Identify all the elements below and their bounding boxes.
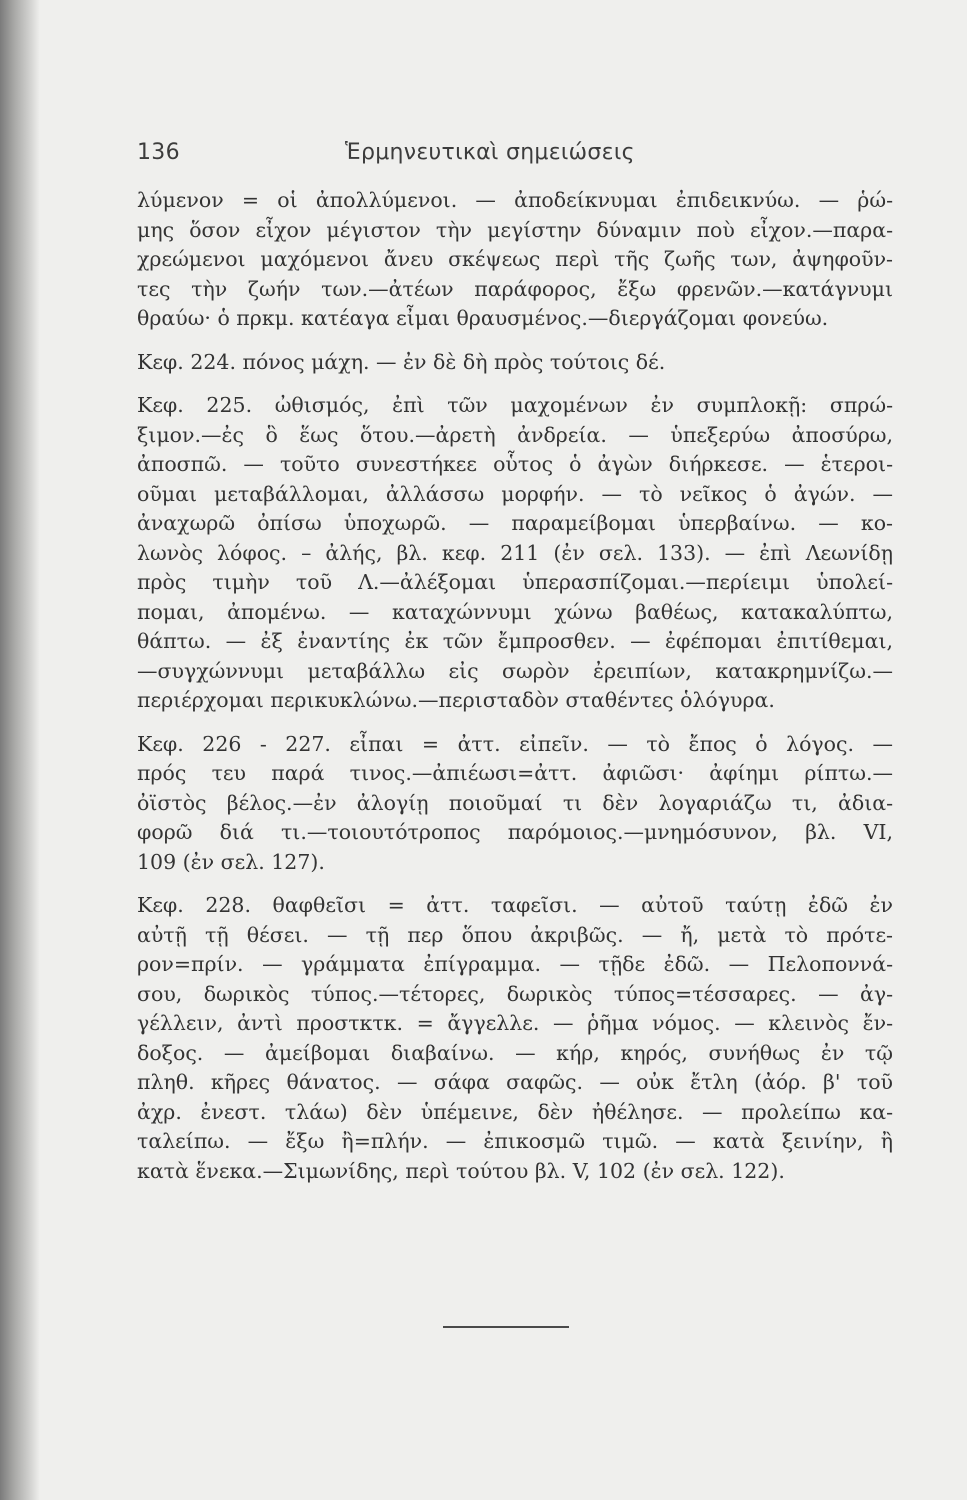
text-line: αὐτῇ τῇ θέσει. — τῇ περ ὅπου ἀκριβῶς. — ἤ, μετὰ τὸ πρότε- <box>137 922 893 947</box>
text-line: πομαι, ἀπομένω. — καταχώννυμι χώνω βαθέως, κατακαλύπτω, <box>137 599 893 624</box>
text-line: περιέρχομαι περικυκλώνω.—περισταδὸν σταθέντες ὁλόγυρα. <box>137 688 775 712</box>
text-line: λωνὸς λόφος. – ἀλής, βλ. κεφ. 211 (ἐν σελ. 133). — ἐπὶ Λεωνίδῃ <box>137 540 893 565</box>
running-title: Ἑρμηνευτικαὶ σημειώσεις <box>345 140 635 165</box>
text-line: ὀϊστὸς βέλος.—ἐν ἀλογίῃ ποιοῦμαί τι δὲν λογαριάζω τι, ἀδια- <box>137 790 893 815</box>
text-line: θραύω· ὁ πρκμ. κατέαγα εἶμαι θραυσμένος.—διεργάζομαι φονεύω. <box>137 306 829 330</box>
text-line: τες τὴν ζωήν των.—ἀτέων παράφορος, ἔξω φρενῶν.—κατάγνυμι <box>137 276 893 301</box>
page-binding-shadow <box>0 0 40 1500</box>
end-rule <box>443 1326 569 1328</box>
text-line: ρον=πρίν. — γράμματα ἐπίγραμμα. — τῇδε ἐδῶ. — Πελοποννά- <box>137 952 893 976</box>
paragraph <box>137 730 893 878</box>
text-line: Κεφ. 224. πόνος μάχη. — ἐν δὲ δὴ πρὸς τούτοις δέ. <box>137 349 666 374</box>
text-line: ἀποσπῶ. — τοῦτο συνεστήκεε οὗτος ὁ ἀγὼν διήρκεσε. — ἑτεροι- <box>137 452 893 476</box>
text-line: σου, δωρικὸς τύπος.—τέτορες, δωρικὸς τύπος=τέσσαρες. — ἀγ- <box>137 981 893 1006</box>
text-line: γέλλειν, ἀντὶ προστκτκ. = ἄγγελλε. — ῥῆμα νόμος. — κλεινὸς ἔν- <box>137 1011 893 1035</box>
text-line: δοξος. — ἀμείβομαι διαβαίνω. — κήρ, κηρός, συνήθως ἐν τῷ <box>137 1040 893 1065</box>
text-line: κατὰ ἕνεκα.—Σιμωνίδης, περὶ τούτου βλ. V, 102 (ἐν σελ. 122). <box>137 1158 785 1183</box>
text-line: ἀχρ. ἐνεστ. τλάω) δὲν ὑπέμεινε, δὲν ἠθέλησε. — προλείπω κα- <box>137 1099 893 1124</box>
text-line: φορῶ διά τι.—τοιουτότροπος παρόμοιος.—μνημόσυνον, βλ. VI, <box>137 820 893 844</box>
text-line: λύμενον = οἱ ἀπολλύμενοι. — ἀποδείκνυμαι ἐπιδεικνύω. — ῥώ- <box>137 188 893 212</box>
paragraph <box>137 348 893 378</box>
text-line: θάπτω. — ἐξ ἐναντίης ἐκ τῶν ἔμπροσθεν. — ἐφέπομαι ἐπιτίθεμαι, <box>137 629 893 653</box>
text-line: χρεώμενοι μαχόμενοι ἄνευ σκέψεως περὶ τῆς ζωῆς των, ἀψηφοῦν- <box>137 247 893 271</box>
paragraph-gap <box>137 716 893 730</box>
paragraph-gap <box>137 877 893 891</box>
text-line: ἀναχωρῶ ὀπίσω ὑποχωρῶ. — παραμείβομαι ὑπερβαίνω. — κο- <box>137 511 893 535</box>
paragraph-gap <box>137 377 893 391</box>
paragraph-gap <box>137 334 893 348</box>
text-line: πρὸς τιμὴν τοῦ Λ.—ἀλέξομαι ὑπερασπίζομαι.—περίειμι ὑπολεί- <box>137 570 893 594</box>
page-number: 136 <box>137 140 180 165</box>
text-line: Κεφ. 225. ὠθισμός, ἐπὶ τῶν μαχομένων ἐν συμπλοκῇ: σπρώ- <box>137 393 893 417</box>
text-line: ταλείπω. — ἔξω ἢ=πλήν. — ἐπικοσμῶ τιμῶ. — κατὰ ξεινίην, ἢ <box>137 1129 893 1153</box>
text-line: Κεφ. 228. θαφθεῖσι = ἀττ. ταφεῖσι. — αὐτοῦ ταύτῃ ἐδῶ ἐν <box>137 893 893 917</box>
page-header <box>137 140 891 176</box>
paragraph <box>137 186 893 334</box>
page-body <box>137 186 893 1186</box>
text-line: πληθ. κῆρες θάνατος. — σάφα σαφῶς. — οὐκ ἔτλη (ἀόρ. β' τοῦ <box>137 1070 893 1094</box>
text-line: Κεφ. 226 - 227. εἶπαι = ἀττ. εἰπεῖν. — τὸ ἔπος ὁ λόγος. — <box>137 731 893 756</box>
paragraph <box>137 891 893 1186</box>
text-line: 109 (ἐν σελ. 127). <box>137 849 325 874</box>
text-line: ξιμον.—ἐς ὃ ἕως ὅτου.—ἀρετὴ ἀνδρεία. — ὑπεξερύω ἀποσύρω, <box>137 422 893 447</box>
text-line: οῦμαι μεταβάλλομαι, ἀλλάσσω μορφήν. — τὸ νεῖκος ὁ ἀγών. — <box>137 481 893 506</box>
text-line: πρός τευ παρά τινος.—ἀπιέωσι=ἀττ. ἀφιῶσι· ἀφίημι ρίπτω.— <box>137 761 893 785</box>
text-line: —συγχώννυμι μεταβάλλω εἰς σωρὸν ἐρειπίων, κατακρημνίζω.— <box>137 658 893 683</box>
paragraph <box>137 391 893 716</box>
text-line: μης ὅσον εἶχον μέγιστον τὴν μεγίστην δύναμιν ποὺ εἶχον.—παρα- <box>137 217 893 242</box>
